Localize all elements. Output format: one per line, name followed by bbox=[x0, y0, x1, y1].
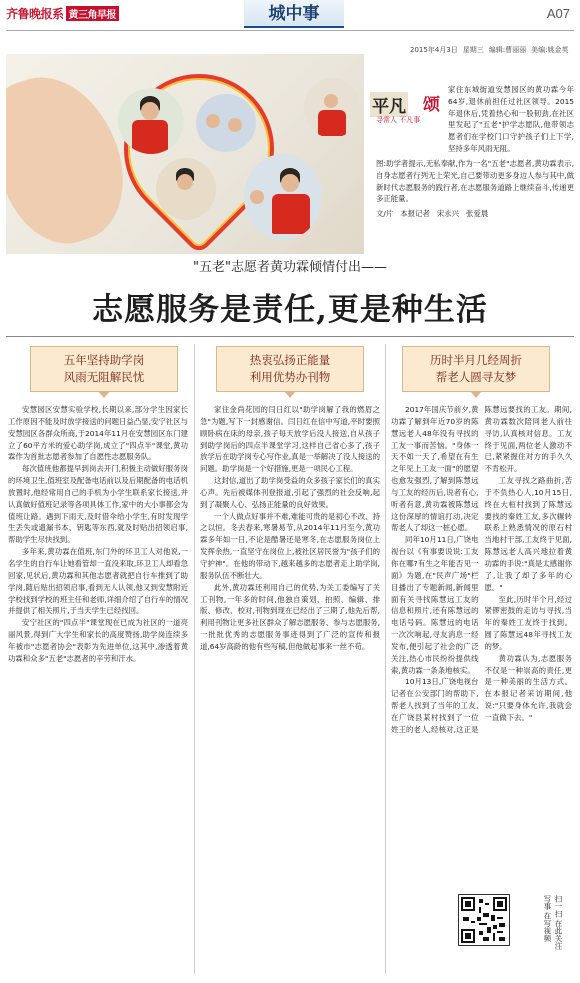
photo-street bbox=[304, 78, 360, 138]
photo-classroom bbox=[196, 94, 256, 152]
column-1-body bbox=[8, 404, 188, 974]
issue-weekday: 星期三 bbox=[462, 46, 484, 54]
column-heading-line-1: 热衷弘扬正能量 bbox=[249, 353, 331, 367]
column-heading-line-2: 帮老人圆寻友梦 bbox=[435, 370, 517, 384]
intro-text: 家住东城街道安慧园区的黄功霖今年64岁,退休前担任过社区领导。2015年退休后,凭着热心和一股韧劲,在社区里发起了"五老"护学志愿队,他带领志愿者们在学校门口守护孩子们上下学,坚持多年风雨无阻。 bbox=[448, 85, 574, 153]
byline-name: 宋永兴 bbox=[436, 209, 460, 218]
promo-title: 平凡 bbox=[370, 92, 408, 117]
column-3-body bbox=[391, 404, 572, 888]
intro-text-continued: 图:助学者提示,无私奉献,作为一名"五老"志愿者,黄功霖表示,自身志愿者行列无上荣光,自己要带动更多身边人参与其中,做新时代志愿服务的践行者,在志愿服务道路上继续奋斗,传递更多正能量。 bbox=[376, 159, 574, 204]
promo-subtitle: 寻常人 不凡事 bbox=[376, 116, 421, 124]
section-tab bbox=[244, 0, 344, 28]
column-1-heading bbox=[30, 346, 178, 392]
paragraph: 一个人做点好事并不难,难能可贵的是初心不改、持之以恒。冬去春来,寒暑易节,从2014年11月至今,黄功霖多年如一日,不论是酷暑还是寒冬,在志愿服务岗位上发挥余热,一直坚守在岗位上,被社区居民誉为"孩子们的守护神"。在他的带动下,越来越多的志愿者走上助学岗,服务队伍不断壮大。 bbox=[200, 511, 380, 580]
byline bbox=[376, 208, 495, 219]
logo-box: 黄三角早报 bbox=[66, 6, 120, 21]
newspaper-logo bbox=[6, 5, 119, 22]
article-headline: 志愿服务是责任,更是种生活 bbox=[92, 292, 488, 328]
column-divider bbox=[194, 344, 195, 974]
column-3-heading bbox=[402, 346, 550, 392]
photo-children bbox=[156, 158, 216, 220]
paragraph: 安宁社区的"四点半"课堂现在已成为社区的一道亮丽风景,得到广大学生和家长的高度赞扬,助学岗连续多年被市"志愿者协会"表彰为先进单位,这其中,渗透着黄功霖和众多"五老"志愿者的辛劳和汗水。 bbox=[8, 618, 188, 663]
paragraph: 黄功霖认为,志愿服务不仅是一种崇高的责任,更是一种美丽的生活方式。在本报记者采访期间,他说:"只要身体允许,我就会一直做下去。" bbox=[484, 653, 572, 722]
column-2-body bbox=[200, 404, 380, 974]
paragraph: 多年来,黄功霖在值班,东门外的环卫工人对他说,一名学生的自行车让她看管却一直没来取,环卫工人却看急回家,见状后,黄功霖和其他志愿者就把自行车推到了助学岗,随后贴出招领启事,看到无人认领,他又到安慧附近学校找到学校的班主任和老师,详细介绍了自行车的情况并提供了相关照片,于当天学生已经找回。 bbox=[8, 547, 188, 616]
paragraph: 家住金尚花园的闫日红以"助学岗解了我的燃眉之急"为题,写下一封感谢信。闫日红在信中写道,平时要照顾卧病在床的母亲,孩子每天放学后没人接送,自从孩子到助学岗后的四点半课堂学习,这样自己省心多了,孩子放学后在助学岗专心写作业,真是一举解决了没人接送的问题。助学岗是一个好措施,更是一项民心工程。 bbox=[200, 405, 380, 474]
photo-volunteer bbox=[118, 88, 184, 154]
column-heading-line-1: 历时半月几经周折 bbox=[430, 353, 522, 367]
editor-credit: 编辑:曹丽丽 bbox=[488, 46, 527, 54]
column-divider bbox=[385, 344, 386, 974]
paragraph: 这封信,道出了助学岗受益的众多孩子家长们的真实心声。先后被媒体刊登报道,引起了强烈的社会反响,起到了凝聚人心、弘扬正能量的良好效果。 bbox=[200, 476, 380, 509]
byline-name: 张爱晨 bbox=[466, 209, 489, 218]
paragraph: 2017年国庆节前夕,黄功霖了解到年近70岁的陈慧远老人48年没有寻找的工友一事而苦恼。"身体一天不如一天了,希望在有生之年见上工友一面"的愿望也愈发强烈,了解到陈慧远与工友的经历后,说者有心,听者有意,黄功霖被陈慧远这份深厚的情谊打动,决定帮老人了却这一桩心愿。 bbox=[391, 405, 479, 533]
pointer-icon bbox=[98, 391, 110, 398]
paragraph: 此外,黄功霖还利用自己的优势,为关工委编写了关工刊物,一年多的时间,他独自策划、拍照、编辑、排版、修改、校对,刊物到现在已经出了三期了,他先后帮,利用刊物让更多社区群众了解志愿服务、参与志愿服务,一批批优秀的志愿服务事迹得到了广泛的宣传和报道,64岁高龄的他有些写稿,但他做起事来一丝不苟。 bbox=[200, 582, 380, 651]
byline-reporter-label: 本报记者 bbox=[400, 209, 430, 218]
paragraph: 每次值班他都提早到岗去开门,积极主动做好服务岗的环境卫生,值班室及配备电话前以及后期配备的电话机放置时,他经常用自己的手机为小学生联系家长接送,并认真做好值班记录等各项具体工作,家中的大小事都会为值班让路。遇到下雨天,及时借伞给小学生,有时发现学生丢失或遗漏书本、钥匙等东西,就及时贴出招领启事,帮助学生尽快找到。 bbox=[8, 464, 188, 545]
paragraph: 同年10月11日,广饶电视台以《有事要说说:工友你在哪?有生之年能否见一面》为题,在"民声广场"栏目播出了专题新闻,新闻里面有关寻找陈慧远工友的信息和照片,还有陈慧远的电话号码。陈慧远的电话一次次响起,寻友消息一经发布,便引起了社会的广泛关注,热心市民纷纷提供线索,黄功霖一条条地核实。 bbox=[391, 535, 479, 675]
logo-text: 齐鲁晚报 bbox=[6, 7, 53, 21]
designer-credit: 美编:姚金英 bbox=[531, 46, 569, 54]
column-heading-line-2: 风雨无阻解民忧 bbox=[63, 370, 145, 384]
paragraph: 安慧园区安慧实验学校,长期以来,部分学生因家长工作原因不能及时放学接送的问题日益凸显,安宁社区与安慧园区各群众所商,于2014年11月在安慧园区东门建立了60平方米的爱心助学岗,成立了"四点半"课堂,黄功霖作为首批志愿者参加了自愿性志愿服务队。 bbox=[8, 405, 188, 462]
qr-code[interactable] bbox=[458, 894, 510, 946]
section-title: 城中事 bbox=[268, 4, 320, 24]
promo-title-red: 颂 bbox=[423, 95, 440, 115]
column-heading-line-2: 利用优势办刊物 bbox=[249, 370, 331, 384]
column-2-heading bbox=[216, 346, 364, 392]
paragraph: 10月13日,广饶电视台记者在公安部门的帮助下,帮老人找到了当年的工友,在广饶县某村找到了一位姓王的老人,经核对,这正是陈慧远要找的工友。期间,黄功霖数次陪同老人前往寻访,认真核对信息。工友终于见面,两位老人激动不已,紧紧握住对方的手久久不肯松开。 bbox=[391, 405, 572, 734]
page-header bbox=[0, 0, 580, 28]
logo-suffix: 系 bbox=[52, 7, 64, 21]
column-heading-line-1: 五年坚持助学岗 bbox=[63, 353, 145, 367]
article-subhead: "五老"志愿者黄功霖倾情付出—— bbox=[193, 260, 387, 275]
issue-date: 2015年4月3日 bbox=[410, 46, 458, 54]
page-number: A07 bbox=[546, 6, 570, 21]
paragraph: 至此,历时半个月,经过紧锣密鼓的走访与寻找,当年的秦姓工友终于找到。圆了陈慧远48年寻找工友的梦。 bbox=[484, 594, 572, 651]
headline-rule bbox=[6, 336, 574, 337]
hand-image bbox=[6, 60, 141, 254]
paragraph: 工友寻找之路曲折,苦于不负热心人,10月15日,终在大桓村找到了陈慧远要找的秦姓工友,多次辗转联系上熟悉情况的原石村当地村干部,工友终于见面,陈慧远老人高兴地拉着黄功霖的手说:"真是太感谢你了,让我了却了多年的心愿。" bbox=[484, 476, 572, 592]
hero-photo-collage bbox=[6, 54, 364, 254]
qr-caption: 扫一扫 在此关注 写事 在写视频 bbox=[543, 895, 563, 950]
photo-desk bbox=[244, 154, 322, 240]
header-rule bbox=[6, 30, 574, 31]
pointer-icon bbox=[284, 391, 296, 398]
issue-meta bbox=[410, 45, 573, 55]
pointer-icon bbox=[470, 391, 482, 398]
byline-label: 文/片 bbox=[376, 209, 394, 218]
qr-code-icon bbox=[459, 895, 509, 945]
